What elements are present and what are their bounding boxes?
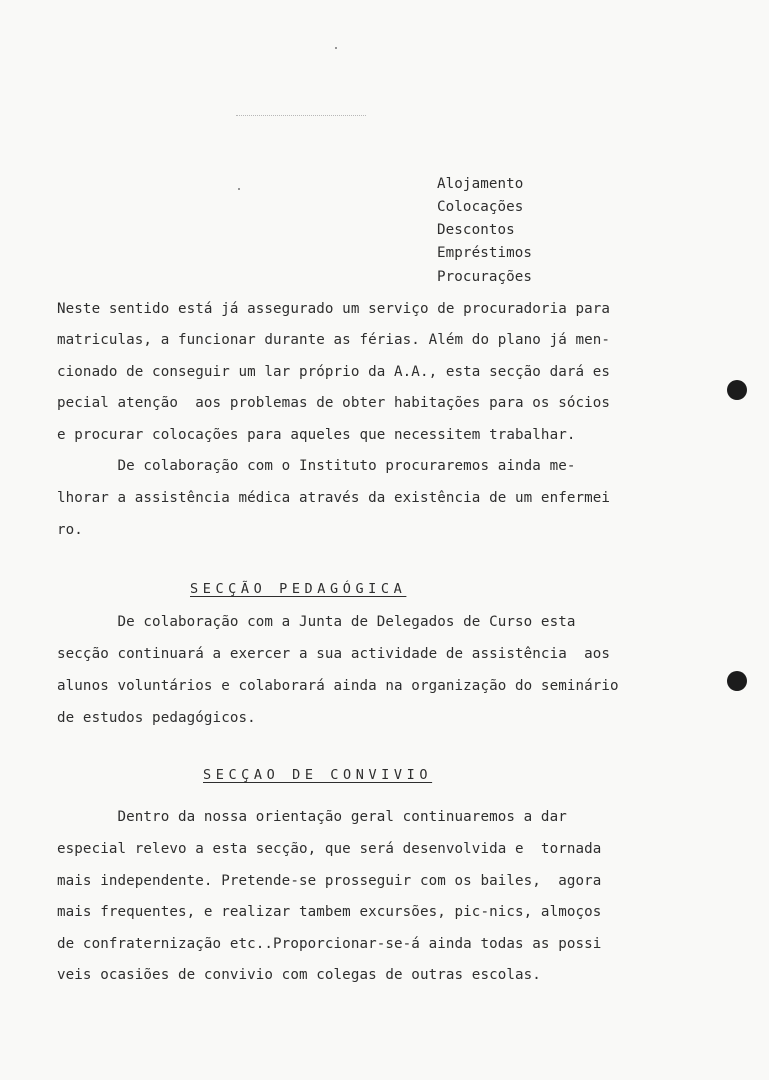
paragraph-line: mais frequentes, e realizar tambem excursões, pic-nics, almoços <box>57 904 602 920</box>
paragraph-line: especial relevo a esta secção, que será desenvolvida e tornada <box>57 841 602 857</box>
list-item-procuracoes: Procurações <box>437 269 533 285</box>
list-item-emprestimos: Empréstimos <box>437 245 533 261</box>
paragraph-line: cionado de conseguir um lar próprio da A.A., esta secção dará es <box>57 364 611 380</box>
punch-hole <box>727 380 747 400</box>
list-item-descontos: Descontos <box>437 222 515 238</box>
paragraph-line: de estudos pedagógicos. <box>57 710 256 726</box>
paragraph-line: alunos voluntários e colaborará ainda na organização do seminário <box>57 678 619 694</box>
paragraph-line: ro. <box>57 522 83 538</box>
paper-speck <box>335 47 337 49</box>
section-heading-pedagogica: SECÇÃO PEDAGÓGICA <box>190 581 407 597</box>
paragraph-line: De colaboração com a Junta de Delegados de Curso esta <box>57 614 576 630</box>
paragraph-line: e procurar colocações para aqueles que necessitem trabalhar. <box>57 427 576 443</box>
paper-speck <box>238 188 240 190</box>
paragraph-line: De colaboração com o Instituto procuraremos ainda me- <box>57 458 576 474</box>
paragraph-line: mais independente. Pretende-se prosseguir com os bailes, agora <box>57 873 602 889</box>
punch-hole <box>727 671 747 691</box>
section-heading-convivio: SECÇAO DE CONVIVIO <box>203 767 433 783</box>
paragraph-line: pecial atenção aos problemas de obter habitações para os sócios <box>57 395 611 411</box>
paragraph-line: matriculas, a funcionar durante as férias. Além do plano já men- <box>57 332 611 348</box>
list-item-colocacoes: Colocações <box>437 199 524 215</box>
paragraph-line: secção continuará a exercer a sua actividade de assistência aos <box>57 646 611 662</box>
list-item-alojamento: Alojamento <box>437 176 524 192</box>
paragraph-line: Dentro da nossa orientação geral continuaremos a dar <box>57 809 567 825</box>
paragraph-line: Neste sentido está já assegurado um serviço de procuradoria para <box>57 301 611 317</box>
paragraph-line: veis ocasiões de convivio com colegas de outras escolas. <box>57 967 541 983</box>
paragraph-line: lhorar a assistência médica através da existência de um enfermei <box>57 490 611 506</box>
faint-dotted-mark <box>236 115 366 117</box>
paragraph-line: de confraternização etc..Proporcionar-se-á ainda todas as possi <box>57 936 602 952</box>
